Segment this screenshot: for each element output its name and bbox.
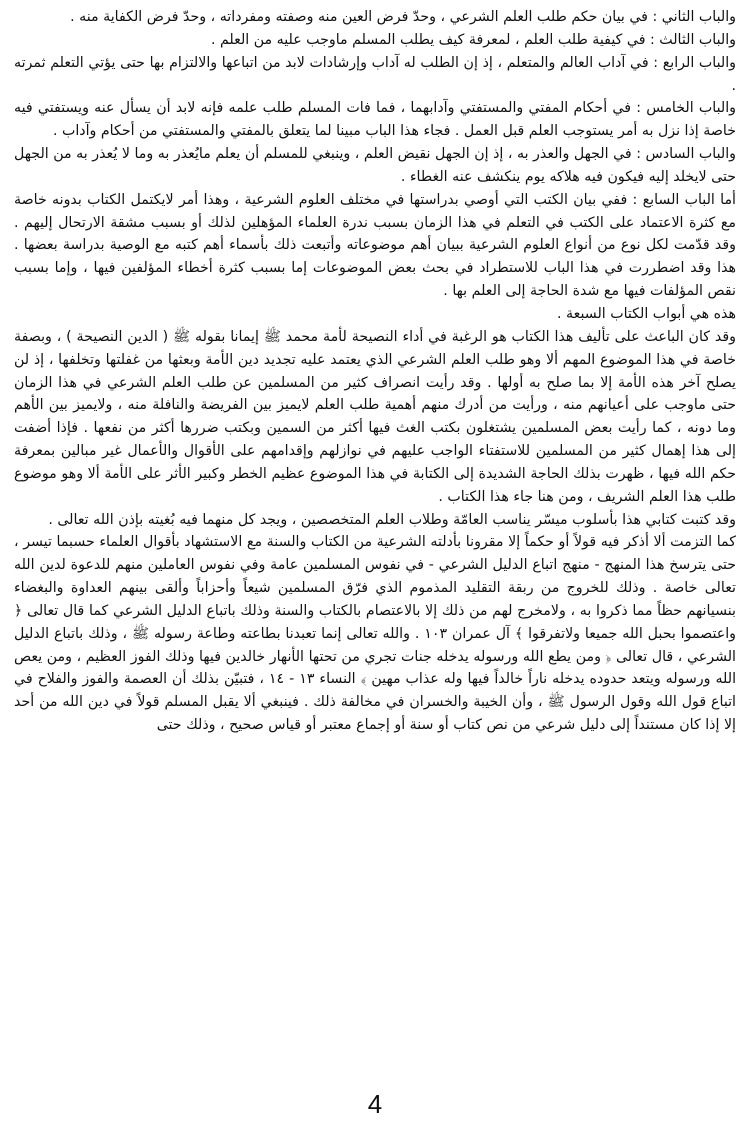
page-number: 4 [367,1089,383,1119]
paragraph-style: وقد كتبت كتابي هذا بأسلوب ميسّر يناسب العامّة وطلاب العلم المتخصصين ، ويجد كل منهما فيه بُغيته بإذن الله تعالى . [48,511,736,528]
paragraph-chapter-5: والباب الخامس : في أحكام المفتي والمستفتي وآدابهما ، فما فات المسلم طلب علمه فإنه لابد أن يسأل عنه ويستفتي فيه خاصة إذا نزل به أمر يستوجب العلم قبل العمل . فجاء هذا الباب مبينا لما يتعلق بالمفتي والمستفتي من أحكام وآداب . [14,100,736,140]
paragraph-chapter-3: والباب الثالث : في كيفية طلب العلم ، لمعرفة كيف يطلب المسلم ماوجب عليه من العلم . [210,31,736,48]
paragraph-chapter-6: والباب السادس : في الجهل والعذر به ، إذ إن الجهل نقيض العلم ، وينبغي للمسلم أن يعلم مايُعذر به وما لا يُعذر به من الجهل حتى لايخلد إليه فيكون فيه هلاكه يوم ينكشف عنه الغطاء . [14,146,736,185]
paragraph-chapter-4: والباب الرابع : في آداب العالم والمتعلم ، إذ إن الطلب له آداب وإرشادات لابد من اتباعها والالتزام بها حتى يؤتي التعلم ثمرته . [14,54,736,94]
body-text [14,6,736,737]
paragraph-chapter-7: أما الباب السابع : ففي بيان الكتب التي أوصي بدراستها في مختلف العلوم الشرعية ، وهذا أمر لايكتمل الكتاب بدونه خاصة مع كثرة الاعتماد على الكتب في التعلم في هذا الزمان بسبب ندرة العلماء المؤهلين لذلك أو بسبب مشقة الارتحال إليهم . وقد قدّمت لكل نوع من أنواع العلوم الشرعية ببيان أهم موضوعاته وأتبعت ذلك بأسماء أهم كتبه مع الوصية بدراسة بعضها . هذا وقد اضطررت في هذا الباب للاستطراد في بحث بعض الموضوعات إما بسبب كثرة أخطاء المؤلفين فيها ، وإما بسبب نقص المؤلفات فيها مع شدة الحاجة إلى العلم بها . [14,191,736,300]
paragraph-summary: هذه هي أبواب الكتاب السبعة . [557,305,736,322]
paragraph-methodology: كما التزمت ألا أذكر فيه قولاً أو حكماً إلا مقرونا بأدلته الشرعية من الكتاب والسنة مع الاستشهاد بأقوال العلماء حسبما تيسر ، حتى يترسخ هذا المنهج - منهج اتباع الدليل الشرعي - في نفوس المسلمين عامة وفي نفوس العاملين منهم للدعوة لدين الله تعالى خاصة . وذلك للخروج من ربقة التقليد المذموم الذي فرّق المسلمين شيعاً وأحزاباً وألقى بينهم العداوة والبغضاء بنسيانهم حظاً مما ذكروا به ، ولامخرج لهم من ذلك إلا بالاعتصام بالكتاب والسنة وذلك باتباع الدليل الشرعي كما قال تعالى ﴿ واعتصموا بحبل الله جميعا ولاتفرقوا ﴾ آل عمران ١٠٣ . والله تعالى إنما تعبدنا بطاعته وطاعة رسوله ﷺ ، وذلك باتباع الدليل الشرعي ، قال تعالى ﴿ ومن يطع الله ورسوله يدخله جنات تجري من تحتها الأنهار خالدين فيها وذلك الفوز العظيم ، ومن يعص الله ورسوله ويتعد حدوده يدخله ناراً خالداً فيها وله عذاب مهين ﴾ النساء ١٣ - ١٤ ، فتبيّن بذلك أن العصمة والفوز والفلاح في اتباع قول الله وقول الرسول ﷺ ، وأن الخيبة والخسران في مخالفة ذلك . فينبغي ألا يقبل المسلم قولاً في دين الله من أحد إلا إذا كان مستنداً إلى دليل شرعي من نص كتاب أو سنة أو إجماع معتبر أو قياس صحيح ، وذلك حتى [14,534,737,734]
paragraph-motivation: وقد كان الباعث على تأليف هذا الكتاب هو الرغبة في أداء النصيحة لأمة محمد ﷺ إيمانا بقوله ﷺ ( الدين النصيحة ) ، وبصفة خاصة في هذا الموضوع المهم ألا وهو طلب العلم الشرعي الذي يعتمد عليه تجديد دين الأمة وبعثها من غفلتها وتخلفها ، إذ لن يصلح آخر هذه الأمة إلا بما صلح به أولها . وقد رأيت انصراف كثير من المسلمين عن طلب العلم الشرعي في هذا الزمان حتى ماوجب على أعيانهم منه ، ورأيت من أدرك منهم أهمية طلب العلم لايميز بين الفريضة والنافلة منه ، ولايميز بين الأهم وما دونه ، كما رأيت بعض المسلمين يشتغلون بكتب الغث فيها أكثر من السمين وبكتب ضررها أكثر من نفعها . فإذا أضفت إلى هذا إهمال كثير من المسلمين للاستفتاء الواجب عليهم في نوازلهم وإقدامهم على الأقوال والأعمال غير مبالين بمعرفة حكم الله فيها ، ظهرت بذلك الحاجة الشديدة إلى الكتابة في هذا الموضوع عظيم الخطر وكبير الأثر على الأمة ألا وهو موضوع طلب هذا العلم الشريف ، ومن هنا جاء هذا الكتاب . [14,328,736,505]
paragraph-chapter-2: والباب الثاني : في بيان حكم طلب العلم الشرعي ، وحدّ فرض العين منه وصفته ومفرداته ، وحدّ فرض الكفاية منه . [70,9,736,25]
